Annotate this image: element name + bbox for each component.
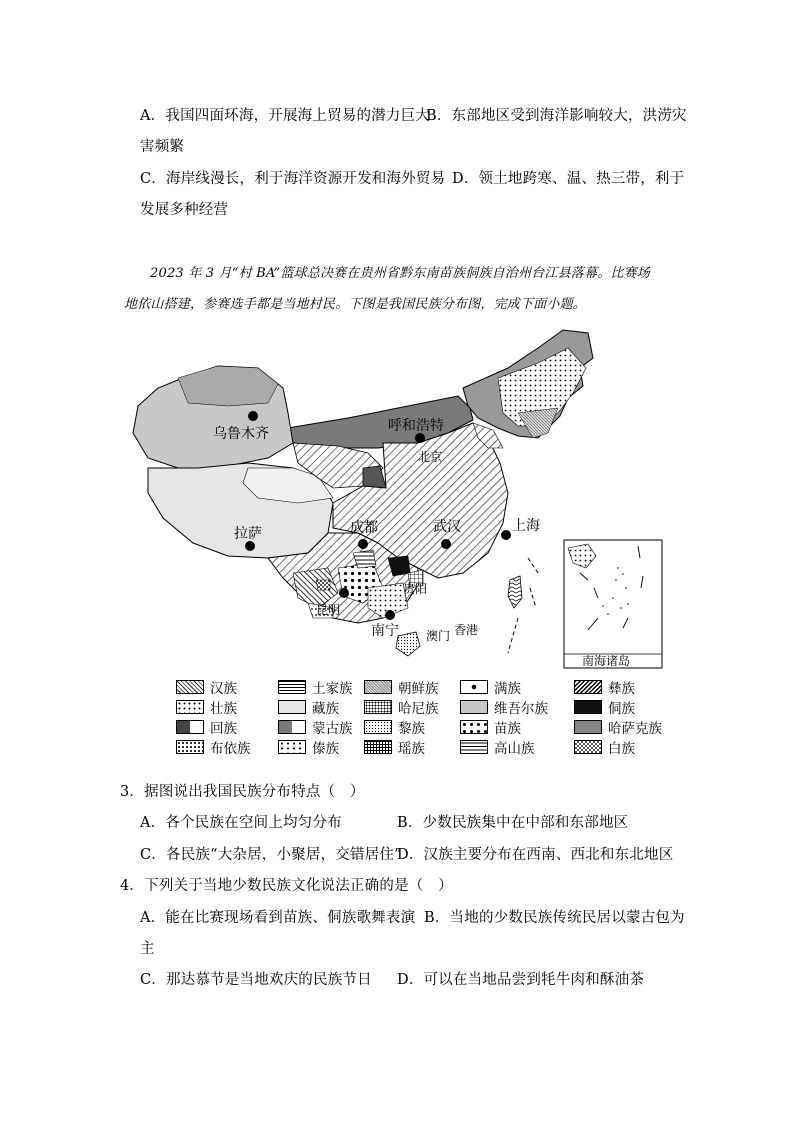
city-beijing bbox=[418, 449, 442, 464]
svg-text:昆明: 昆明 bbox=[316, 603, 341, 617]
svg-text:澳门: 澳门 bbox=[426, 629, 451, 643]
svg-text:南宁: 南宁 bbox=[371, 623, 399, 639]
legend-bai: 白族 bbox=[574, 738, 635, 756]
q4-stem: 4．下列关于当地少数民族文化说法正确的是（ ） bbox=[120, 878, 453, 894]
ethnic-distribution-map bbox=[118, 318, 673, 673]
city-guiyang bbox=[403, 581, 427, 596]
svg-text:拉萨: 拉萨 bbox=[234, 526, 262, 542]
legend-li: 黎族 bbox=[364, 718, 425, 736]
q3-stem: 3．据图说出我国民族分布特点（ ） bbox=[120, 784, 365, 800]
legend-hui: 回族 bbox=[176, 718, 237, 736]
svg-text:香港: 香港 bbox=[454, 623, 479, 637]
q2-option-b: B．东部地区受到海洋影响较大，洪涝灾 bbox=[426, 108, 687, 124]
svg-text:北京: 北京 bbox=[418, 450, 443, 464]
legend-yao: 瑶族 bbox=[364, 738, 425, 756]
q3-option-d: D．汉族主要分布在西南、西北和东北地区 bbox=[397, 847, 674, 863]
legend-tibetan: 藏族 bbox=[278, 698, 339, 716]
city-shanghai bbox=[501, 518, 540, 540]
q2-option-d-cont: 发展多种经营 bbox=[140, 202, 229, 218]
q3-option-c: C．各民族“大杂居，小聚居，交错居住” bbox=[140, 847, 402, 863]
q3-option-b: B．少数民族集中在中部和东部地区 bbox=[397, 815, 629, 831]
svg-text:呼和浩特: 呼和浩特 bbox=[388, 418, 444, 434]
legend-uyghur: 维吾尔族 bbox=[460, 698, 548, 716]
svg-text:成都: 成都 bbox=[350, 520, 378, 536]
q2-option-d: D．领土地跨寒、温、热三带，利于 bbox=[452, 171, 685, 187]
legend-dai: 傣族 bbox=[278, 738, 339, 756]
legend-gaoshan: 高山族 bbox=[460, 738, 535, 756]
q4-option-b: B．当地的少数民族传统民居以蒙古包为 bbox=[424, 910, 685, 926]
legend-bouyei: 布依族 bbox=[176, 738, 251, 756]
intro-line-1: 2023 年 3 月“村 BA”篮球总决赛在贵州省黔东南苗族侗族自治州台江县落幕。比赛场 bbox=[150, 266, 651, 281]
legend-han: 汉族 bbox=[176, 678, 237, 696]
legend-tujia: 土家族 bbox=[278, 678, 353, 696]
svg-text:上海: 上海 bbox=[512, 518, 540, 534]
q4-option-a: A．能在比赛现场看到苗族、侗族歌舞表演 bbox=[140, 910, 416, 926]
q4-option-b-cont: 主 bbox=[140, 941, 155, 957]
svg-text:武汉: 武汉 bbox=[433, 519, 461, 535]
legend-miao: 苗族 bbox=[460, 718, 521, 736]
legend-dong: 侗族 bbox=[574, 698, 635, 716]
legend-korean: 朝鲜族 bbox=[364, 678, 439, 696]
q2-option-b-cont: 害频繁 bbox=[140, 139, 185, 155]
map-legend bbox=[176, 678, 676, 760]
legend-zhuang: 壮族 bbox=[176, 698, 237, 716]
svg-text:贵阳: 贵阳 bbox=[403, 582, 428, 596]
legend-manchu: 满族 bbox=[460, 678, 521, 696]
intro-line-2: 地依山搭建，参赛选手都是当地村民。下图是我国民族分布图，完成下面小题。 bbox=[124, 297, 587, 312]
city-macao bbox=[426, 628, 450, 643]
inset-label: 南海诸岛 bbox=[581, 654, 631, 668]
legend-kazakh: 哈萨克族 bbox=[574, 718, 662, 736]
q4-option-c: C．那达慕节是当地欢庆的民族节日 bbox=[140, 972, 372, 988]
svg-text:乌鲁木齐: 乌鲁木齐 bbox=[213, 426, 269, 442]
city-hongkong bbox=[454, 622, 478, 637]
q2-option-c: C．海岸线漫长，利于海洋资源开发和海外贸易 bbox=[140, 171, 446, 187]
legend-yi: 彝族 bbox=[574, 678, 635, 696]
legend-hani: 哈尼族 bbox=[364, 698, 439, 716]
q3-option-a: A．各个民族在空间上均匀分布 bbox=[140, 815, 342, 831]
q2-option-a: A．我国四面环海，开展海上贸易的潜力巨大 bbox=[140, 108, 430, 124]
q4-option-d: D．可以在当地品尝到牦牛肉和酥油茶 bbox=[397, 972, 645, 988]
legend-mongol: 蒙古族 bbox=[278, 718, 353, 736]
